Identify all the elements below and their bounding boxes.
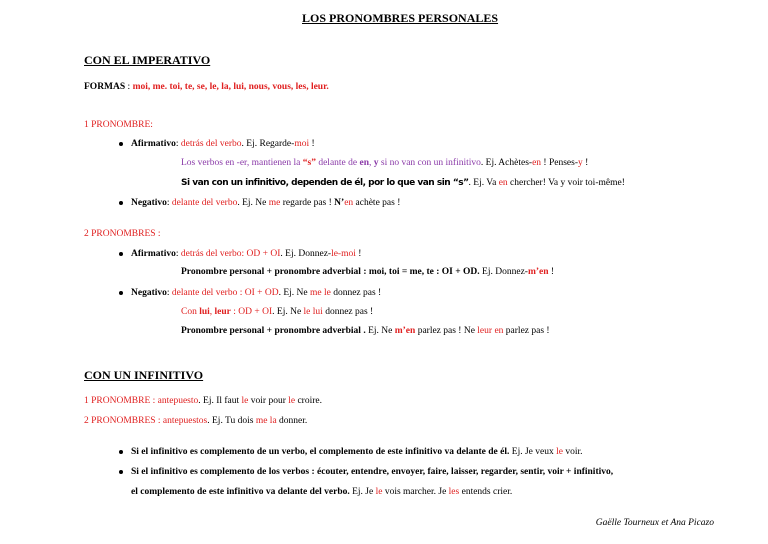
formas-sep: : <box>125 82 133 92</box>
example-pronoun: en <box>344 198 354 208</box>
negativo-2-note-2 <box>181 325 550 337</box>
note-rule: Si van con un infinitivo, dependen de él, por lo que van sin “s” <box>181 178 469 188</box>
example-pronoun: le <box>241 396 249 406</box>
example: Ej. Je veux <box>509 447 557 457</box>
example-pronoun: les <box>448 487 460 497</box>
note-example: . Ej. Achètes- <box>480 158 533 168</box>
example: vois marcher. Je <box>382 487 449 497</box>
bullet-dot <box>119 291 123 295</box>
note-leur: leur <box>214 307 231 317</box>
example: voir. <box>562 447 583 457</box>
section-heading-imperativo: CON EL IMPERATIVO <box>84 53 211 67</box>
bullet-dot <box>119 450 123 454</box>
note-text: Los verbos en -er, mantienen la <box>181 158 303 168</box>
note-example: ! <box>548 267 555 277</box>
infinitivo-line-2 <box>84 415 307 427</box>
note-example-pronoun: m’en <box>394 326 416 336</box>
note-text: si no van con un infinitivo <box>378 158 481 168</box>
rule: el complemento de este infinitivo va delante del verbo. <box>131 487 350 497</box>
bullet-dot <box>119 470 123 474</box>
note-example: . Ej. Ne <box>272 307 304 317</box>
infinitivo-bullet-2 <box>131 466 613 478</box>
negativo-label: Negativo <box>131 288 167 298</box>
note-example-pronoun: en <box>498 178 508 188</box>
formas-list: moi, me. toi, te, se, le, la, lui, nous, vous, les, leur. <box>132 82 329 92</box>
note-example: donnez pas ! <box>322 307 374 317</box>
negativo-2-line: Negativo: delante del verbo : OI + OD. Ej. Ne me le donnez pas ! <box>131 288 382 298</box>
bullet-dot <box>119 201 123 205</box>
note-example: Ej. Ne <box>365 326 395 336</box>
example: regarde pas ! <box>280 198 335 208</box>
section-heading-infinitivo: CON UN INFINITIVO <box>84 368 204 382</box>
infinitivo-bullet-2-cont <box>131 486 512 498</box>
afirmativo-2-note <box>181 266 554 278</box>
example: entends crier. <box>459 487 513 497</box>
rule: Si el infinitivo es complemento de un verbo, el complemento de este infinitivo va delante de él. <box>131 447 510 457</box>
bullet-dot <box>119 252 123 256</box>
afirmativo-example-end: ! <box>309 139 315 149</box>
example: donnez pas ! <box>330 288 382 298</box>
negativo-rule: delante del verbo : OI + OD <box>171 288 279 298</box>
negativo-rule: delante del verbo <box>171 198 238 208</box>
note-example: parlez pas ! <box>503 326 550 336</box>
example-pronoun: le <box>375 487 383 497</box>
afirmativo-example-pronoun: moi <box>294 139 310 149</box>
note-example: . Ej. Va <box>468 178 499 188</box>
note-text: , <box>209 307 215 317</box>
example: . Ej. Tu dois <box>207 416 256 426</box>
dos-pronombres-label: 2 PRONOMBRES : <box>84 229 161 239</box>
afirmativo-rule: detrás del verbo <box>180 139 242 149</box>
formas-line <box>84 81 329 93</box>
example: ! <box>355 249 362 259</box>
note-example: ! <box>582 158 589 168</box>
afirmativo-1-line: Afirmativo: detrás del verbo. Ej. Regarde-moi ! <box>131 139 315 149</box>
infinitivo-bullet-1 <box>131 446 582 458</box>
negativo-2-note-1 <box>181 306 373 318</box>
example-n: N’ <box>334 198 345 208</box>
note-example: Ej. Donnez- <box>479 267 528 277</box>
note-text: : OD + OI <box>230 307 273 317</box>
example-pronoun: le-moi <box>331 249 356 259</box>
note-text: , <box>369 158 374 168</box>
formas-label: FORMAS <box>84 82 126 92</box>
footer-authors: Gaëlle Tourneux et Ana Picazo <box>595 518 714 528</box>
uno-pronombre-label: 1 PRONOMBRE: <box>84 120 153 130</box>
example-pronoun: me le <box>309 288 331 298</box>
note-example-pronoun: leur en <box>477 326 504 336</box>
note-infinitive <box>181 177 625 189</box>
example-pronoun: le <box>556 447 563 457</box>
rule: 1 PRONOMBRE : antepuesto <box>84 396 199 406</box>
note-er-verbs <box>181 157 588 169</box>
example-pronoun: le <box>288 396 296 406</box>
note-example-pronoun: m’en <box>527 267 549 277</box>
example: voir pour <box>248 396 289 406</box>
example: donner. <box>276 416 308 426</box>
example: . Ej. Il faut <box>198 396 242 406</box>
note-example: parlez pas ! Ne <box>415 326 478 336</box>
example-pronoun: me la <box>255 416 277 426</box>
page-title: LOS PRONOMBRES PERSONALES <box>302 11 499 25</box>
note-rule: Pronombre personal + pronombre adverbial : moi, toi = me, te : OI + OD. <box>181 267 480 277</box>
example: Ej. Je <box>349 487 376 497</box>
example: achète pas ! <box>353 198 401 208</box>
note-example-pronoun: le lui <box>303 307 323 317</box>
bullet-dot <box>119 142 123 146</box>
afirmativo-label: Afirmativo <box>131 249 176 259</box>
negativo-1-line: Negativo: delante del verbo. Ej. Ne me regarde pas ! N’en achète pas ! <box>131 198 401 208</box>
example: . Ej. Ne <box>237 198 269 208</box>
note-y: y <box>373 158 379 168</box>
infinitivo-line-1 <box>84 395 322 407</box>
example: . Ej. Donnez- <box>280 249 332 259</box>
example: croire. <box>295 396 322 406</box>
afirmativo-2-line: Afirmativo: detrás del verbo: OD + OI. Ej. Donnez-le-moi ! <box>131 249 362 259</box>
note-example: chercher! Va y voir toi-même! <box>507 178 625 188</box>
example-pronoun: me <box>268 198 281 208</box>
note-s: “s” <box>302 158 316 168</box>
note-text: delante de <box>315 158 360 168</box>
rule: Si el infinitivo es complemento de los verbos : écouter, entendre, envoyer, faire, laisser, regarder, sentir, voir + infinitivo, <box>131 467 614 477</box>
afirmativo-label: Afirmativo <box>131 139 176 149</box>
note-text: Con <box>181 307 200 317</box>
note-example-pronoun: en <box>532 158 542 168</box>
rule: 2 PRONOMBRES : antepuestos <box>84 416 208 426</box>
note-lui: lui <box>199 307 210 317</box>
note-rule: Pronombre personal + pronombre adverbial . <box>181 326 366 336</box>
note-example-pronoun: y <box>578 158 583 168</box>
note-en: en <box>359 158 369 168</box>
example: . Ej. Ne <box>278 288 310 298</box>
negativo-label: Negativo <box>131 198 167 208</box>
afirmativo-example: . Ej. Regarde- <box>241 139 295 149</box>
note-example: ! Penses- <box>541 158 578 168</box>
afirmativo-rule: detrás del verbo: OD + OI <box>180 249 281 259</box>
